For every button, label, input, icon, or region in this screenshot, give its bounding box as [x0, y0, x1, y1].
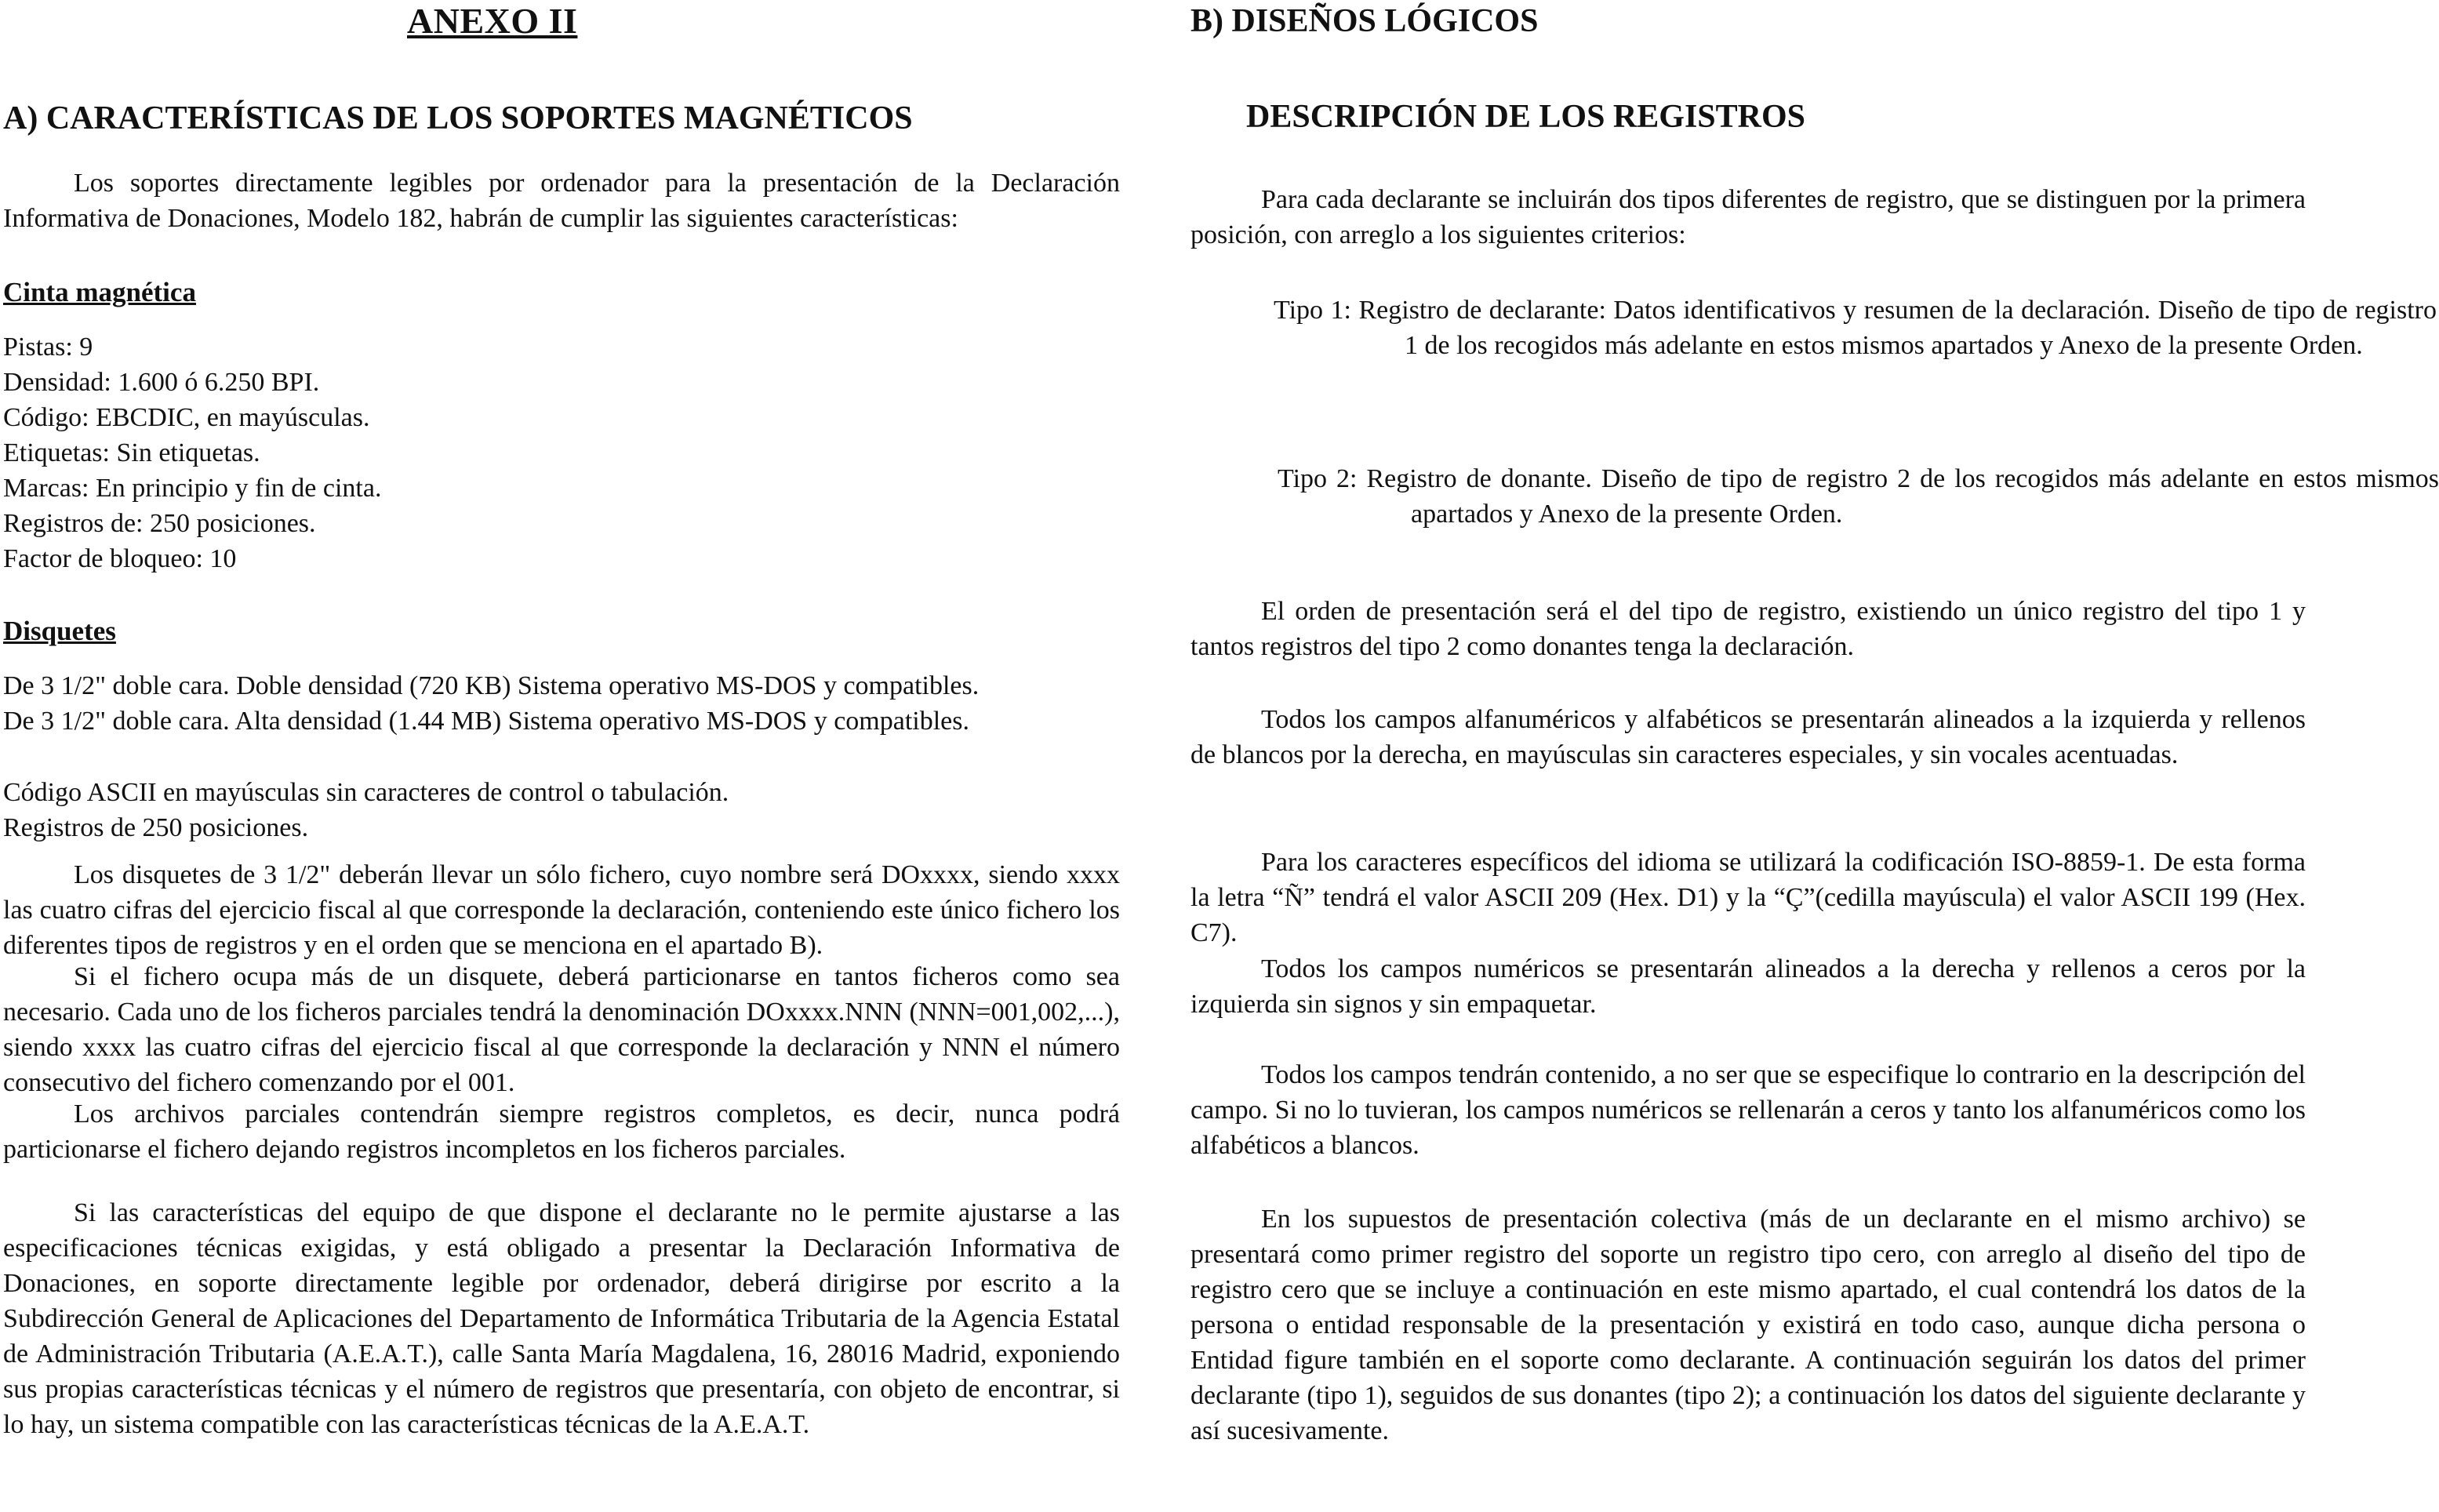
- tipo2-item: [1278, 461, 2439, 532]
- alfanumericos-paragraph: Todos los campos alfanuméricos y alfabéticos se presentarán alineados a la izquierda y rellenos de blancos por la derecha, en mayúsculas sin caracteres especiales, y sin vocales acentuadas.: [1190, 705, 2306, 769]
- list-item: De 3 1/2" doble cara. Doble densidad (720 KB) Sistema operativo MS-DOS y compatibles.: [3, 671, 980, 700]
- tipo1-item: [1274, 293, 2437, 363]
- iso-paragraph: Para los caracteres específicos del idioma se utilizará la codificación ISO-8859-1. De esta forma la letra “Ñ” tendrá el valor ASCII 209 (Hex. D1) y la “Ç”(cedilla mayúscula) el valor ASCII 199 (Hex. C7).: [1190, 848, 2306, 947]
- tipos-paragraph: Para cada declarante se incluirán dos tipos diferentes de registro, que se distinguen por la primera posición, con arreglo a los siguientes criterios:: [1190, 185, 2306, 249]
- colectiva-paragraph: En los supuestos de presentación colectiva (más de un declarante en el mismo archivo) se presentará como primer registro del soporte un registro tipo cero, con arreglo al diseño del tipo de registro cero que se incluye a continuación en este mismo apartado, el cual contendrá los datos de la persona o entidad responsable de la presentación y existirá en todo caso, aunque dicha persona o Entidad figure también en el soporte como declarante. A continuación seguirán los datos del primer declarante (tipo 1), seguidos de sus donantes (tipo 2); a continuación los datos del siguiente declarante y así sucesivamente.: [1190, 1205, 2306, 1445]
- fichero-paragraph: Los disquetes de 3 1/2" deberán llevar un sólo fichero, cuyo nombre será DOxxxx, siendo xxxx las cuatro cifras del ejercicio fiscal al que corresponde la declaración, conteniendo este único fichero los diferentes tipos de registros y en el orden que se menciona en el apartado B).: [3, 860, 1120, 960]
- numericos-paragraph: Todos los campos numéricos se presentarán alineados a la derecha y rellenos a ceros por la izquierda sin signos y sin empaquetar.: [1190, 954, 2306, 1019]
- registros-line: Registros de 250 posiciones.: [3, 813, 309, 842]
- section-b-title: B) DISEÑOS LÓGICOS: [1190, 3, 1539, 39]
- list-item: Registros de: 250 posiciones.: [3, 509, 316, 538]
- anexo-title: ANEXO II: [407, 1, 578, 41]
- list-item: Marcas: En principio y fin de cinta.: [3, 474, 382, 503]
- list-item: Factor de bloqueo: 10: [3, 544, 237, 573]
- cinta-heading: Cinta magnética: [3, 277, 196, 307]
- contenido-paragraph: Todos los campos tendrán contenido, a no ser que se especifique lo contrario en la descripción del campo. Si no lo tuvieran, los campos numéricos se rellenarán a ceros y tanto los alfanuméricos como los alfabéticos a blancos.: [1190, 1060, 2306, 1160]
- disquetes-specs-list: [3, 668, 979, 739]
- tipo2-text: Registro de donante. Diseño de tipo de registro 2 de los recogidos más adelante en estos mismos apartados y Anexo de la presente Orden.: [1366, 464, 2439, 529]
- particion-paragraph: Si el fichero ocupa más de un disquete, deberá particionarse en tantos ficheros como sea necesario. Cada uno de los ficheros parciales tendrá la denominación DOxxxx.NNN (NNN=001,002,...), siendo xxxx las cuatro cifras del ejercicio fiscal al que corresponde la declaración y NNN el número consecutivo del fichero comenzando por el 001.: [3, 962, 1120, 1097]
- list-item: Pistas: 9: [3, 333, 93, 362]
- list-item: De 3 1/2" doble cara. Alta densidad (1.44 MB) Sistema operativo MS-DOS y compatibles.: [3, 707, 970, 736]
- list-item: Código: EBCDIC, en mayúsculas.: [3, 403, 370, 432]
- orden-paragraph: El orden de presentación será el del tipo de registro, existiendo un único registro del tipo 1 y tantos registros del tipo 2 como donantes tenga la declaración.: [1190, 597, 2306, 661]
- cinta-specs-list: [3, 329, 381, 576]
- list-item: Etiquetas: Sin etiquetas.: [3, 438, 260, 467]
- intro-paragraph: Los soportes directamente legibles por ordenador para la presentación de la Declaración Informativa de Donaciones, Modelo 182, habrán de cumplir las siguientes características:: [3, 169, 1120, 233]
- disquetes-heading: Disquetes: [3, 616, 116, 646]
- tipo1-label: Tipo 1:: [1274, 296, 1359, 325]
- section-a-title: A) CARACTERÍSTICAS DE LOS SOPORTES MAGNÉTICOS: [3, 100, 913, 136]
- tipo2-label: Tipo 2:: [1278, 464, 1367, 493]
- equipo-paragraph: Si las características del equipo de que dispone el declarante no le permite ajustarse a las especificaciones técnicas exigidas, y está obligado a presentar la Declaración Informativa de Donaciones, en soporte directamente legible por ordenador, deberá dirigirse por escrito a la Subdirección General de Aplicaciones del Departamento de Informática Tributaria de la Agencia Estatal de Administración Tributaria (A.E.A.T.), calle Santa María Magdalena, 16, 28016 Madrid, exponiendo sus propias características técnicas y el número de registros que presentaría, con objeto de encontrar, si lo hay, un sistema compatible con las características técnicas de la A.E.A.T.: [3, 1198, 1120, 1439]
- parciales-paragraph: Los archivos parciales contendrán siempre registros completos, es decir, nunca podrá particionarse el fichero dejando registros incompletos en los ficheros parciales.: [3, 1099, 1120, 1164]
- list-item: Densidad: 1.600 ó 6.250 BPI.: [3, 368, 320, 397]
- ascii-line: Código ASCII en mayúsculas sin caracteres de control o tabulación.: [3, 778, 729, 807]
- registros-title: DESCRIPCIÓN DE LOS REGISTROS: [1246, 99, 1806, 135]
- tipo1-text: Registro de declarante: Datos identificativos y resumen de la declaración. Diseño de tipo de registro 1 de los recogidos más adelante en estos mismos apartados y Anexo de la presente Orden.: [1358, 296, 2437, 360]
